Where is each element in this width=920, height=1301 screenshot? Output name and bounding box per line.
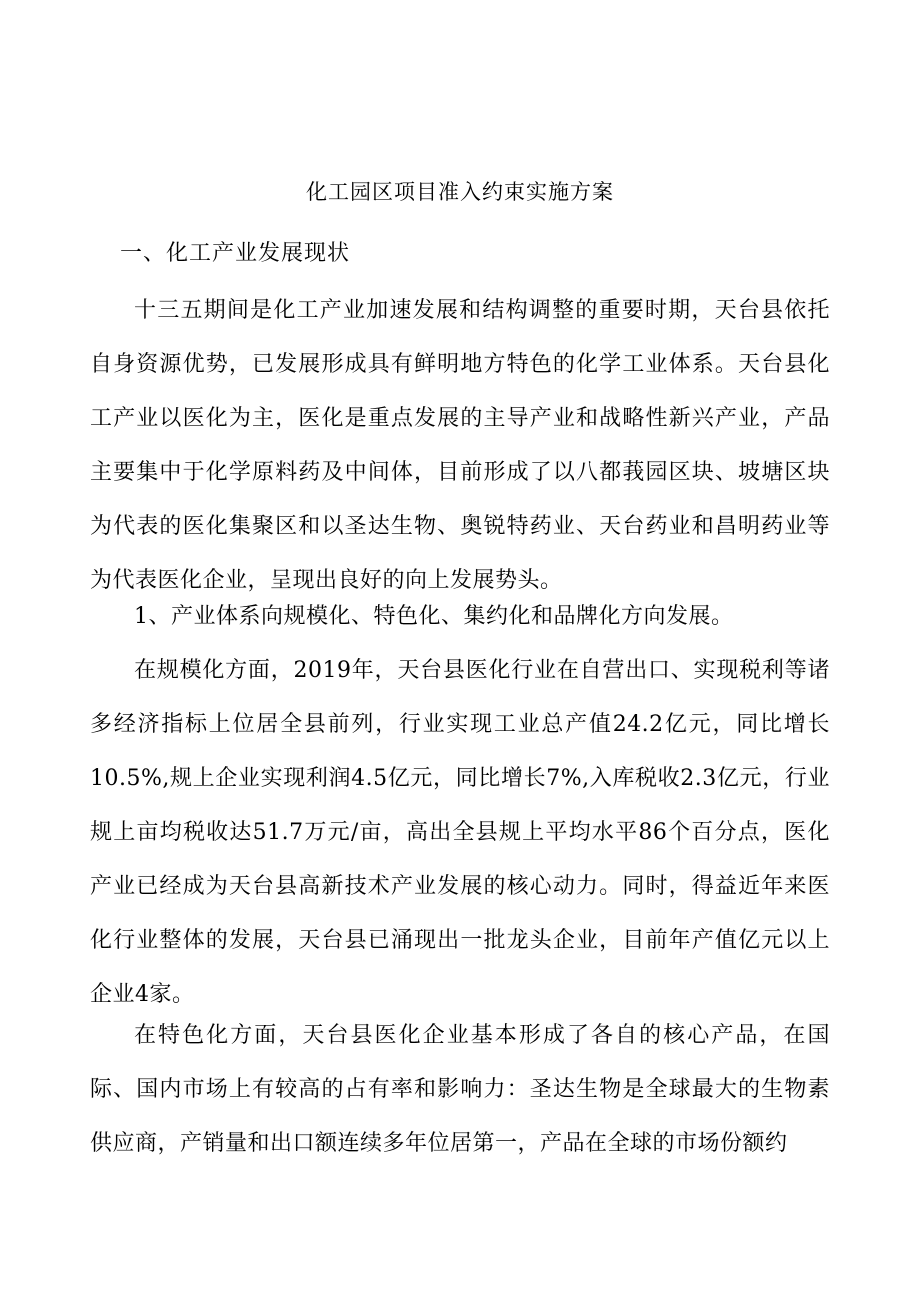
section-heading: 一、化工产业发展现状 (120, 241, 351, 266)
paragraph-scale: 在规模化方面，2019年，天台县医化行业在自营出口、实现税利等诸多经济指标上位居全县前列，行业实现工业总产值24.2亿元，同比增长10.5%,规上企业实现利润4.5亿元，同比增长7%,入库税收2.3亿元，行业规上亩均税收达51.7万元/亩，高出全县规上平均水平86个百分点，医化产业已经成为天台县高新技术产业发展的核心动力。同时，得益近年来医化行业整体的发展，天台县已涌现出一批龙头企业，目前年产值亿元以上企业4家。 (90, 658, 830, 1007)
paragraph-industry-overview: 十三五期间是化工产业加速发展和结构调整的重要时期，天台县依托自身资源优势，已发展形成具有鲜明地方特色的化学工业体系。天台县化工产业以医化为主，医化是重点发展的主导产业和战略性新兴产业，产品主要集中于化学原料药及中间体，目前形成了以八都莪园区块、坡塘区块为代表的医化集聚区和以圣达生物、奥锐特药业、天台药业和昌明药业等为代表医化企业，呈现出良好的向上发展势头。 (90, 298, 830, 593)
document-title: 化工园区项目准入约束实施方案 (306, 180, 614, 204)
paragraph-specialization: 在特色化方面，天台县医化企业基本形成了各自的核心产品，在国际、国内市场上有较高的占有率和影响力：圣达生物是全球最大的生物素供应商，产销量和出口额连续多年位居第一，产品在全球的市场份额约 (90, 1023, 830, 1156)
paragraph-subheading-development: 1、产业体系向规模化、特色化、集约化和品牌化方向发展。 (134, 604, 734, 629)
